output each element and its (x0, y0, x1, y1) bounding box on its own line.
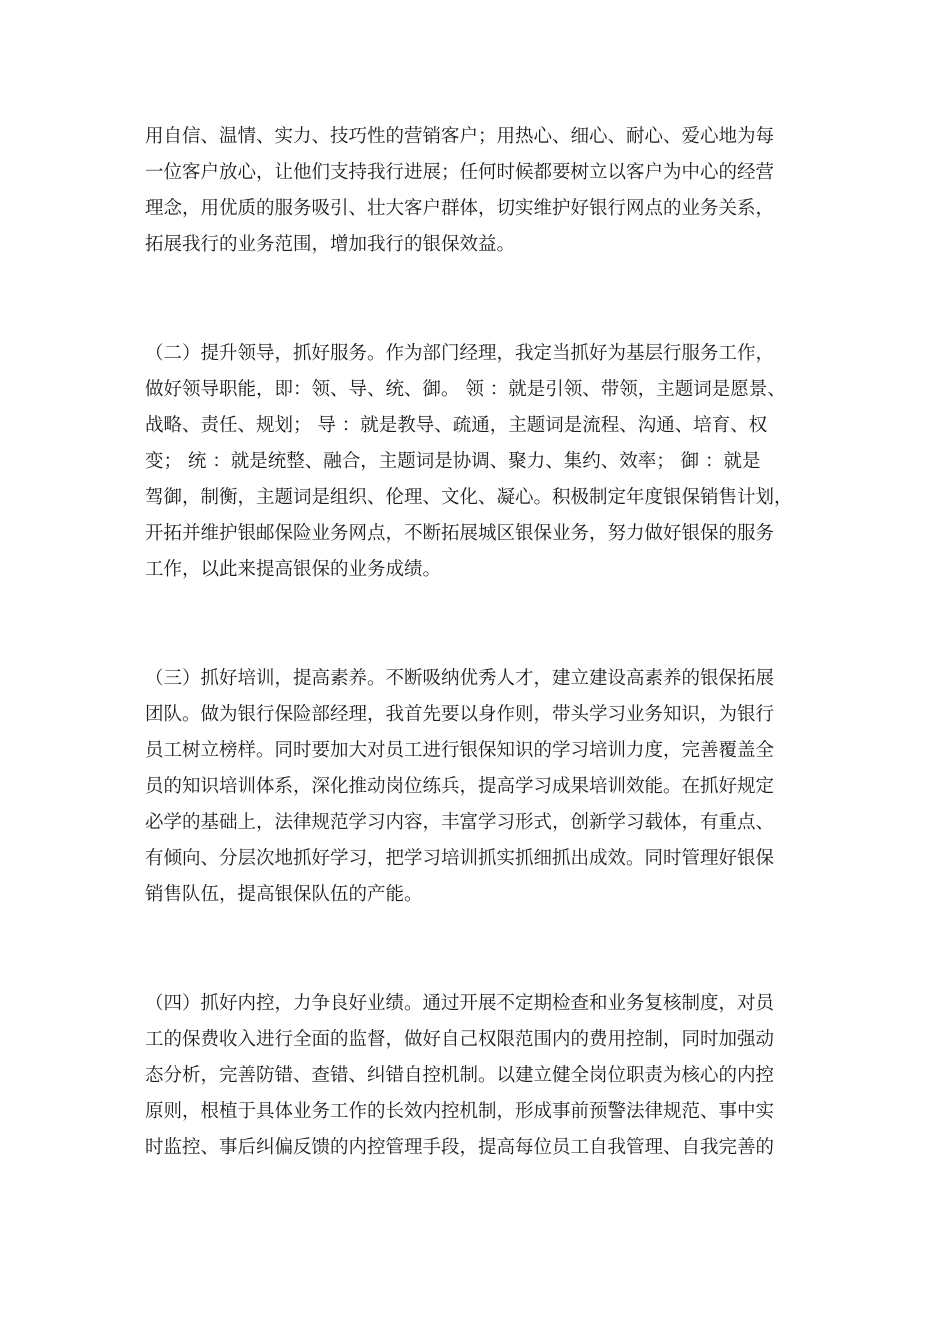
paragraph-leadership (145, 336, 810, 588)
text-line: 变； 统 ：就是统整、融合，主题词是协调、聚力、集约、效率； 御 ：就是 (145, 451, 761, 472)
text-line: 原则，根植于具体业务工作的长效内控机制，形成事前预警法律规范、事中实 (145, 1101, 775, 1122)
text-line: 时监控、事后纠偏反馈的内控管理手段，提高每位员工自我管理、自我完善的 (145, 1137, 775, 1158)
text-line: （三）抓好培训，提高素养。不断吸纳优秀人才，建立建设高素养的银保拓展 (145, 668, 775, 689)
text-line: 驾御，制衡，主题词是组织、伦理、文化、凝心。积极制定年度银保销售计划， (145, 487, 793, 508)
text-line: 必学的基础上，法律规范学习内容，丰富学习形式，创新学习载体，有重点、 (145, 812, 775, 833)
text-line: 理念，用优质的服务吸引、壮大客户群体，切实维护好银行网点的业务关系， (145, 198, 775, 219)
text-line: 一位客户放心，让他们支持我行进展；任何时候都要树立以客户为中心的经营 (145, 162, 775, 183)
text-line: 销售队伍，提高银保队伍的产能。 (145, 884, 423, 905)
text-line: 工作，以此来提高银保的业务成绩。 (145, 559, 442, 580)
text-line: 工的保费收入进行全面的监督，做好自己权限范围内的费用控制，同时加强动 (145, 1029, 775, 1050)
paragraph-customer-service (145, 119, 810, 263)
paragraph-internal-control (145, 986, 810, 1166)
paragraph-training (145, 661, 810, 913)
text-line: 战略、责任、规划； 导 ：就是教导、疏通，主题词是流程、沟通、培育、权 (145, 415, 768, 436)
text-line: 做好领导职能，即：领、导、统、御。 领 ：就是引领、带领，主题词是愿景、 (145, 379, 786, 400)
text-line: （二）提升领导，抓好服务。作为部门经理，我定当抓好为基层行服务工作， (145, 343, 775, 364)
text-line: 团队。做为银行保险部经理，我首先要以身作则，带头学习业务知识，为银行 (145, 704, 775, 725)
text-line: 开拓并维护银邮保险业务网点，不断拓展城区银保业务，努力做好银保的服务 (145, 523, 775, 544)
text-line: 员工树立榜样。同时要加大对员工进行银保知识的学习培训力度，完善覆盖全 (145, 740, 775, 761)
text-line: 拓展我行的业务范围，增加我行的银保效益。 (145, 234, 516, 255)
text-line: 用自信、温情、实力、技巧性的营销客户；用热心、细心、耐心、爱心地为每 (145, 126, 775, 147)
text-line: 有倾向、分层次地抓好学习，把学习培训抓实抓细抓出成效。同时管理好银保 (145, 848, 775, 869)
text-line: 员的知识培训体系，深化推动岗位练兵，提高学习成果培训效能。在抓好规定 (145, 776, 775, 797)
text-line: （四）抓好内控，力争良好业绩。通过开展不定期检查和业务复核制度，对员 (145, 993, 775, 1014)
text-line: 态分析，完善防错、查错、纠错自控机制。以建立健全岗位职责为核心的内控 (145, 1065, 775, 1086)
